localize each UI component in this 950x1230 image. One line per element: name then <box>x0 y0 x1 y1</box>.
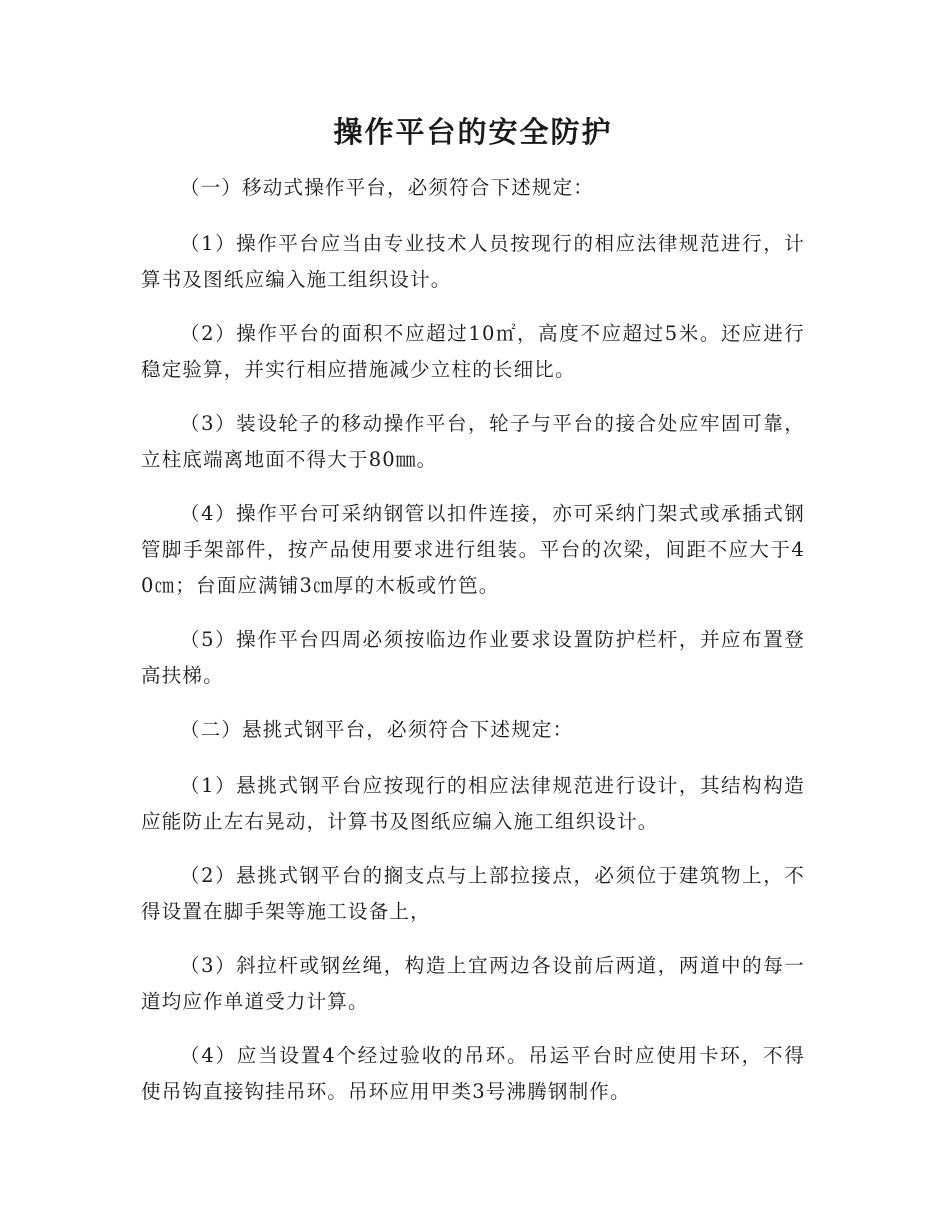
paragraph-cantilever-rule-3: （3）斜拉杆或钢丝绳，构造上宜两边各设前后两道，两道中的每一道均应作单道受力计算。 <box>141 954 805 1013</box>
paragraph-cantilever-rule-2: （2）悬挑式钢平台的搁支点与上部拉接点，必须位于建筑物上，不得设置在脚手架等施工设备上， <box>141 864 805 923</box>
paragraph-mobile-rule-4: （4）操作平台可采纳钢管以扣件连接，亦可采纳门架式或承插式钢管脚手架部件，按产品使用要求进行组装。平台的次梁，间距不应大于40㎝；台面应满铺3㎝厚的木板或竹笆。 <box>141 502 805 597</box>
document-page <box>141 110 805 1128</box>
paragraph-mobile-rule-2: （2）操作平台的面积不应超过10㎡，高度不应超过5米。还应进行稳定验算，并实行相应措施减少立柱的长细比。 <box>141 322 805 381</box>
paragraph-mobile-rule-5: （5）操作平台四周必须按临边作业要求设置防护栏杆，并应布置登高扶梯。 <box>141 628 805 687</box>
paragraph-mobile-rule-1: （1）操作平台应当由专业技术人员按现行的相应法律规范进行，计算书及图纸应编入施工组织设计。 <box>141 232 805 291</box>
paragraph-cantilever-rule-4: （4）应当设置4个经过验收的吊环。吊运平台时应使用卡环，不得使吊钩直接钩挂吊环。吊环应用甲类3号沸腾钢制作。 <box>141 1044 805 1103</box>
section-heading-mobile-platform: （一）移动式操作平台，必须符合下述规定： <box>180 176 595 199</box>
section-heading-cantilever-platform: （二）悬挑式钢平台，必须符合下述规定： <box>180 718 574 741</box>
paragraph-mobile-rule-3: （3）装设轮子的移动操作平台，轮子与平台的接合处应牢固可靠，立柱底端离地面不得大于80㎜。 <box>141 412 805 471</box>
document-title: 操作平台的安全防护 <box>333 115 613 149</box>
paragraph-cantilever-rule-1: （1）悬挑式钢平台应按现行的相应法律规范进行设计，其结构构造应能防止左右晃动，计算书及图纸应编入施工组织设计。 <box>141 774 805 833</box>
